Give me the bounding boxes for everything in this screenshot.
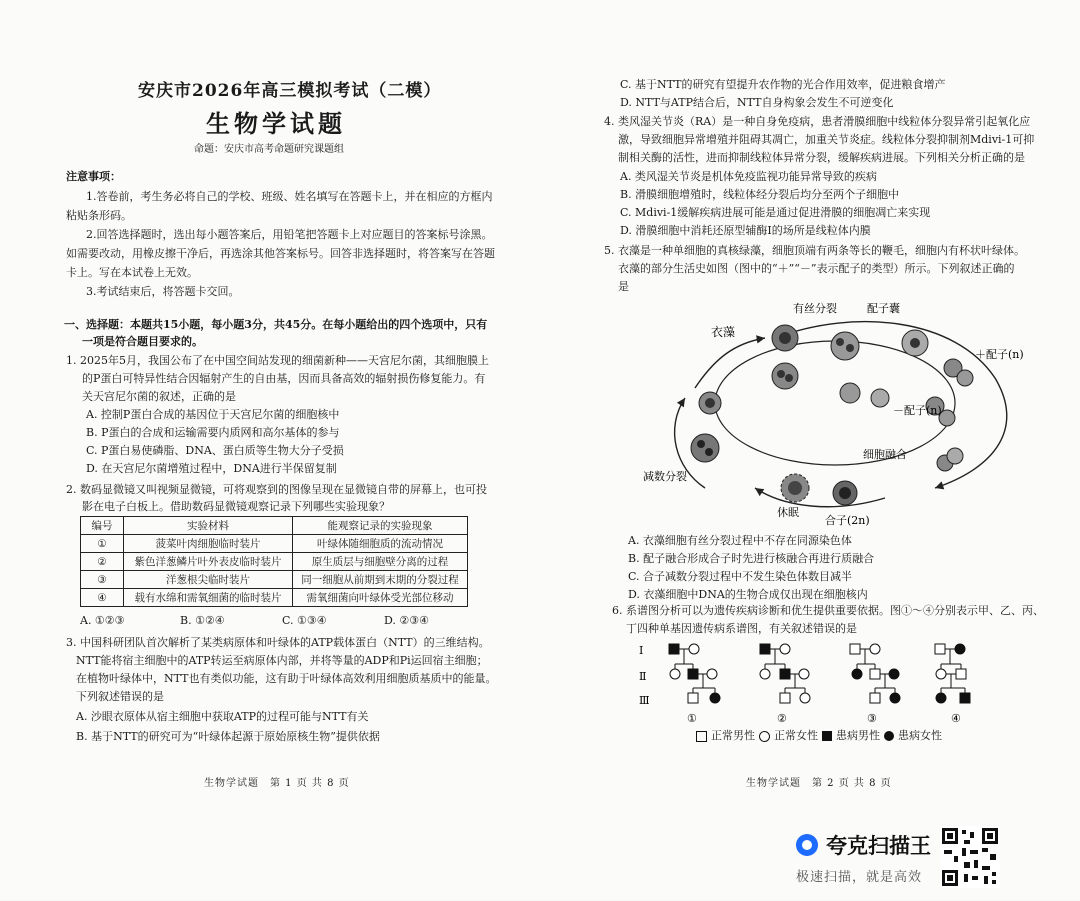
q1-option: A. 控制P蛋白合成的基因位于天宫尼尔菌的细胞核中 (86, 408, 340, 421)
q6-stem: 丁四种单基因遗传病系谱图，有关叙述错误的是 (626, 622, 857, 635)
pedigree-charts (635, 636, 1015, 728)
q3-stem: 3. 中国科研团队首次解析了某类病原体和叶绿体的ATP载体蛋白（NTT）的三维结构。 (66, 636, 490, 649)
q5-option: B. 配子融合形成合子时先进行核融合再进行质融合 (628, 552, 875, 565)
q3-option: B. 基于NTT的研究可为“叶绿体起源于原始原核生物”提供依据 (76, 730, 380, 743)
label-minus-gamete: －配子(n) (893, 404, 942, 417)
table-cell: 紫色洋葱鳞片叶外表皮临时装片 (124, 553, 293, 571)
notice-heading: 注意事项： (66, 170, 121, 183)
q3-stem: 下列叙述错误的是 (76, 690, 164, 703)
q2-option: C. ①③④ (282, 614, 327, 627)
table-cell: ② (81, 553, 124, 571)
table-cell: 叶绿体随细胞质的流动情况 (293, 535, 468, 553)
generation-label: Ⅰ (639, 644, 644, 657)
q3-option: A. 沙眼衣原体从宿主细胞中获取ATP的过程可能与NTT有关 (76, 710, 369, 723)
table-header-row (81, 517, 468, 535)
q1-option: D. 在天宫尼尔菌增殖过程中，DNA进行半保留复制 (86, 462, 337, 475)
gametangium-cell (831, 332, 859, 360)
q5-stem: 5. 衣藻是一种单细胞的真核绿藻，细胞顶端有两条等长的鞭毛，细胞内有杯状叶绿体。 (604, 244, 1025, 257)
q2-stem: 影在电子白板上。借助数码显微镜观察记录下列哪些实验现象？ (82, 500, 390, 513)
label-yizao: 衣藻 (711, 325, 736, 339)
q1-stem: 关天宫尼尔菌的叙述，正确的是 (82, 390, 236, 403)
table-header: 实验材料 (124, 517, 293, 535)
pedigree-legend (696, 727, 942, 745)
label-dormancy: 休眠 (777, 506, 799, 519)
notice-line: 2.回答选择题时，选出每小题答案后，用铅笔把答题卡上对应题目的答案标号涂黑。 (86, 228, 493, 241)
section-heading: 一、选择题：本题共15小题，每小题3分，共45分。在每小题给出的四个选项中，只有 (64, 318, 488, 331)
legend-label: 正常女性 (774, 729, 818, 742)
q5-stem: 是 (618, 280, 629, 293)
q4-stem: 制相关酶的活性，进而抑制线粒体异常分裂，缓解疾病进展。下列相关分析正确的是 (618, 151, 1025, 164)
q4-option: A. 类风湿关节炎是机体免疫监视功能异常导致的疾病 (620, 170, 877, 183)
notice-line: 3.考试结束后，将答题卡交回。 (86, 285, 240, 298)
q2-option: B. ①②④ (180, 614, 225, 627)
released-cell (699, 392, 721, 414)
q2-option: D. ②③④ (384, 614, 430, 627)
table-cell: ③ (81, 571, 124, 589)
q5-option: C. 合子减数分裂过程中不发生染色体数目减半 (628, 570, 853, 583)
affected-male-icon (822, 731, 832, 741)
scanner-watermark (796, 830, 931, 860)
pedigree-2 (760, 644, 810, 703)
meiosis-cell (691, 434, 719, 462)
pedigree-number: ① (687, 712, 697, 725)
label-plus-gamete: ＋配子(n) (975, 348, 1024, 361)
scanner-brand: 夸克扫描王 (826, 834, 931, 858)
q1-stem: 的P蛋白可特异性结合因辐射产生的自由基，因而具备高效的辐射损伤修复能力。有 (82, 372, 486, 385)
q3-option: D. NTT与ATP结合后，NTT自身构象会发生不可逆变化 (620, 96, 894, 109)
q4-stem: 激，导致细胞异常增殖并阻碍其凋亡，加重关节炎症。线粒体分裂抑制剂Mdivi-1可抑 (618, 133, 1035, 146)
pedigree-3 (850, 644, 900, 703)
q4-option: D. 滑膜细胞中消耗还原型辅酶Ⅰ的场所是线粒体内膜 (620, 224, 871, 237)
q3-stem: NTT能将宿主细胞中的ATP转运至病原体内部，并将等量的ADP和Pi运回宿主细胞； (76, 654, 488, 667)
subject-title: 生物学试题 (206, 109, 346, 138)
exam-author: 命题：安庆市高考命题研究课题组 (194, 144, 344, 155)
table-cell: 需氧细菌向叶绿体受光部位移动 (293, 589, 468, 607)
chlamydomonas-life-cycle-diagram (635, 298, 1035, 528)
qr-code-icon (940, 826, 1000, 888)
table-row (81, 553, 468, 571)
table-row (81, 589, 468, 607)
table-cell: ④ (81, 589, 124, 607)
label-meiosis: 减数分裂 (643, 470, 687, 483)
page-footer: 生物学试题 第 2 页 共 8 页 (746, 778, 892, 789)
q4-option: C. Mdivi-1缓解疾病进展可能是通过促进滑膜的细胞凋亡来实现 (620, 206, 931, 219)
cycle-arrow (775, 322, 1007, 488)
pedigree-number: ③ (867, 712, 877, 725)
generation-label: Ⅲ (639, 694, 650, 707)
table-cell: 洋葱根尖临时装片 (124, 571, 293, 589)
q1-stem: 1. 2025年5月，我国公布了在中国空间站发现的细菌新种——天宫尼尔菌，其细胞膜上 (66, 354, 489, 367)
q2-option: A. ①②③ (80, 614, 125, 627)
legend-label: 患病男性 (836, 729, 880, 742)
pedigree-1 (669, 644, 720, 703)
label-zygote: 合子(2n) (825, 514, 870, 527)
normal-female-icon (759, 731, 770, 742)
pedigree-4 (935, 644, 970, 703)
notice-line: 粘贴条形码。 (66, 209, 132, 222)
table-cell: 菠菜叶肉细胞临时装片 (124, 535, 293, 553)
q3-stem: 在植物叶绿体中，NTT也有类似功能，这有助于叶绿体高效利用细胞质基质中的能量。 (76, 672, 497, 685)
pedigree-number: ② (777, 712, 787, 725)
inner-cycle (715, 341, 955, 465)
table-cell: 原生质层与细胞壁分离的过程 (293, 553, 468, 571)
quark-logo-icon (796, 834, 818, 856)
exam-page-2 (540, 0, 1080, 900)
notice-line: 1.答卷前，考生务必将自己的学校、班级、姓名填写在答题卡上，并在相应的方框内 (86, 190, 493, 203)
central-cells (840, 383, 889, 407)
q5-stem: 衣藻的部分生活史如图（图中的“＋”“－”表示配子的类型）所示。下列叙述正确的 (618, 262, 1015, 275)
legend-label: 正常男性 (711, 729, 755, 742)
notice-line: 如需要改动，用橡皮擦干净后，再选涂其他答案标号。回答非选择题时，将答案写在答题 (66, 247, 495, 260)
affected-female-icon (884, 731, 894, 741)
page-footer: 生物学试题 第 1 页 共 8 页 (204, 778, 350, 789)
fusing-cells (937, 448, 963, 471)
q2-stem: 2. 数码显微镜又叫视频显微镜，可将观察到的图像呈现在显微镜自带的屏幕上，也可投 (66, 483, 487, 496)
normal-male-icon (696, 731, 707, 742)
table-row (81, 571, 468, 589)
q6-stem: 6. 系谱图分析可以为遗传疾病诊断和优生提供重要依据。图①～④分别表示甲、乙、丙、 (612, 604, 1044, 617)
zygote-cell (833, 481, 857, 505)
q1-option: B. P蛋白的合成和运输需要内质网和高尔基体的参与 (86, 426, 340, 439)
q4-option: B. 滑膜细胞增殖时，线粒体经分裂后均分至两个子细胞中 (620, 188, 900, 201)
table-header: 能观察记录的实验现象 (293, 517, 468, 535)
notice-line: 卡上。写在本试卷上无效。 (66, 266, 198, 279)
experiment-table (80, 516, 468, 607)
table-header: 编号 (81, 517, 124, 535)
gamete-cell (902, 330, 928, 356)
label-mitosis: 有丝分裂 (793, 302, 837, 315)
scanner-slogan: 极速扫描，就是高效 (796, 870, 923, 885)
legend-label: 患病女性 (898, 729, 942, 742)
table-cell: ① (81, 535, 124, 553)
cycle-arrow (695, 338, 765, 388)
exam-title: 安庆市2026年高三模拟考试（二模） (138, 81, 442, 101)
pedigree-number: ④ (951, 712, 961, 725)
label-fusion: 细胞融合 (863, 448, 907, 461)
table-cell: 同一细胞从前期到末期的分裂过程 (293, 571, 468, 589)
label-gametangium: 配子囊 (867, 302, 900, 315)
q4-stem: 4. 类风湿关节炎（RA）是一种自身免疫病，患者滑膜细胞中线粒体分裂异常引起氧化应 (604, 115, 1031, 128)
cycle-arrow (755, 488, 885, 507)
dividing-cell (772, 363, 798, 389)
q5-option: A. 衣藻细胞有丝分裂过程中不存在同源染色体 (628, 534, 852, 547)
dormant-zygote-cell (781, 474, 809, 502)
section-heading: 一项是符合题目要求的。 (82, 335, 203, 348)
q5-option: D. 衣藻细胞中DNA的生物合成仅出现在细胞核内 (628, 588, 868, 601)
q3-option: C. 基于NTT的研究有望提升农作物的光合作用效率，促进粮食增产 (620, 78, 946, 91)
algae-cell (772, 325, 798, 351)
table-cell: 载有水绵和需氧细菌的临时装片 (124, 589, 293, 607)
generation-label: Ⅱ (639, 670, 647, 683)
q1-option: C. P蛋白易使磷脂、DNA、蛋白质等生物大分子受损 (86, 444, 344, 457)
table-row (81, 535, 468, 553)
exam-page-1 (0, 0, 540, 900)
